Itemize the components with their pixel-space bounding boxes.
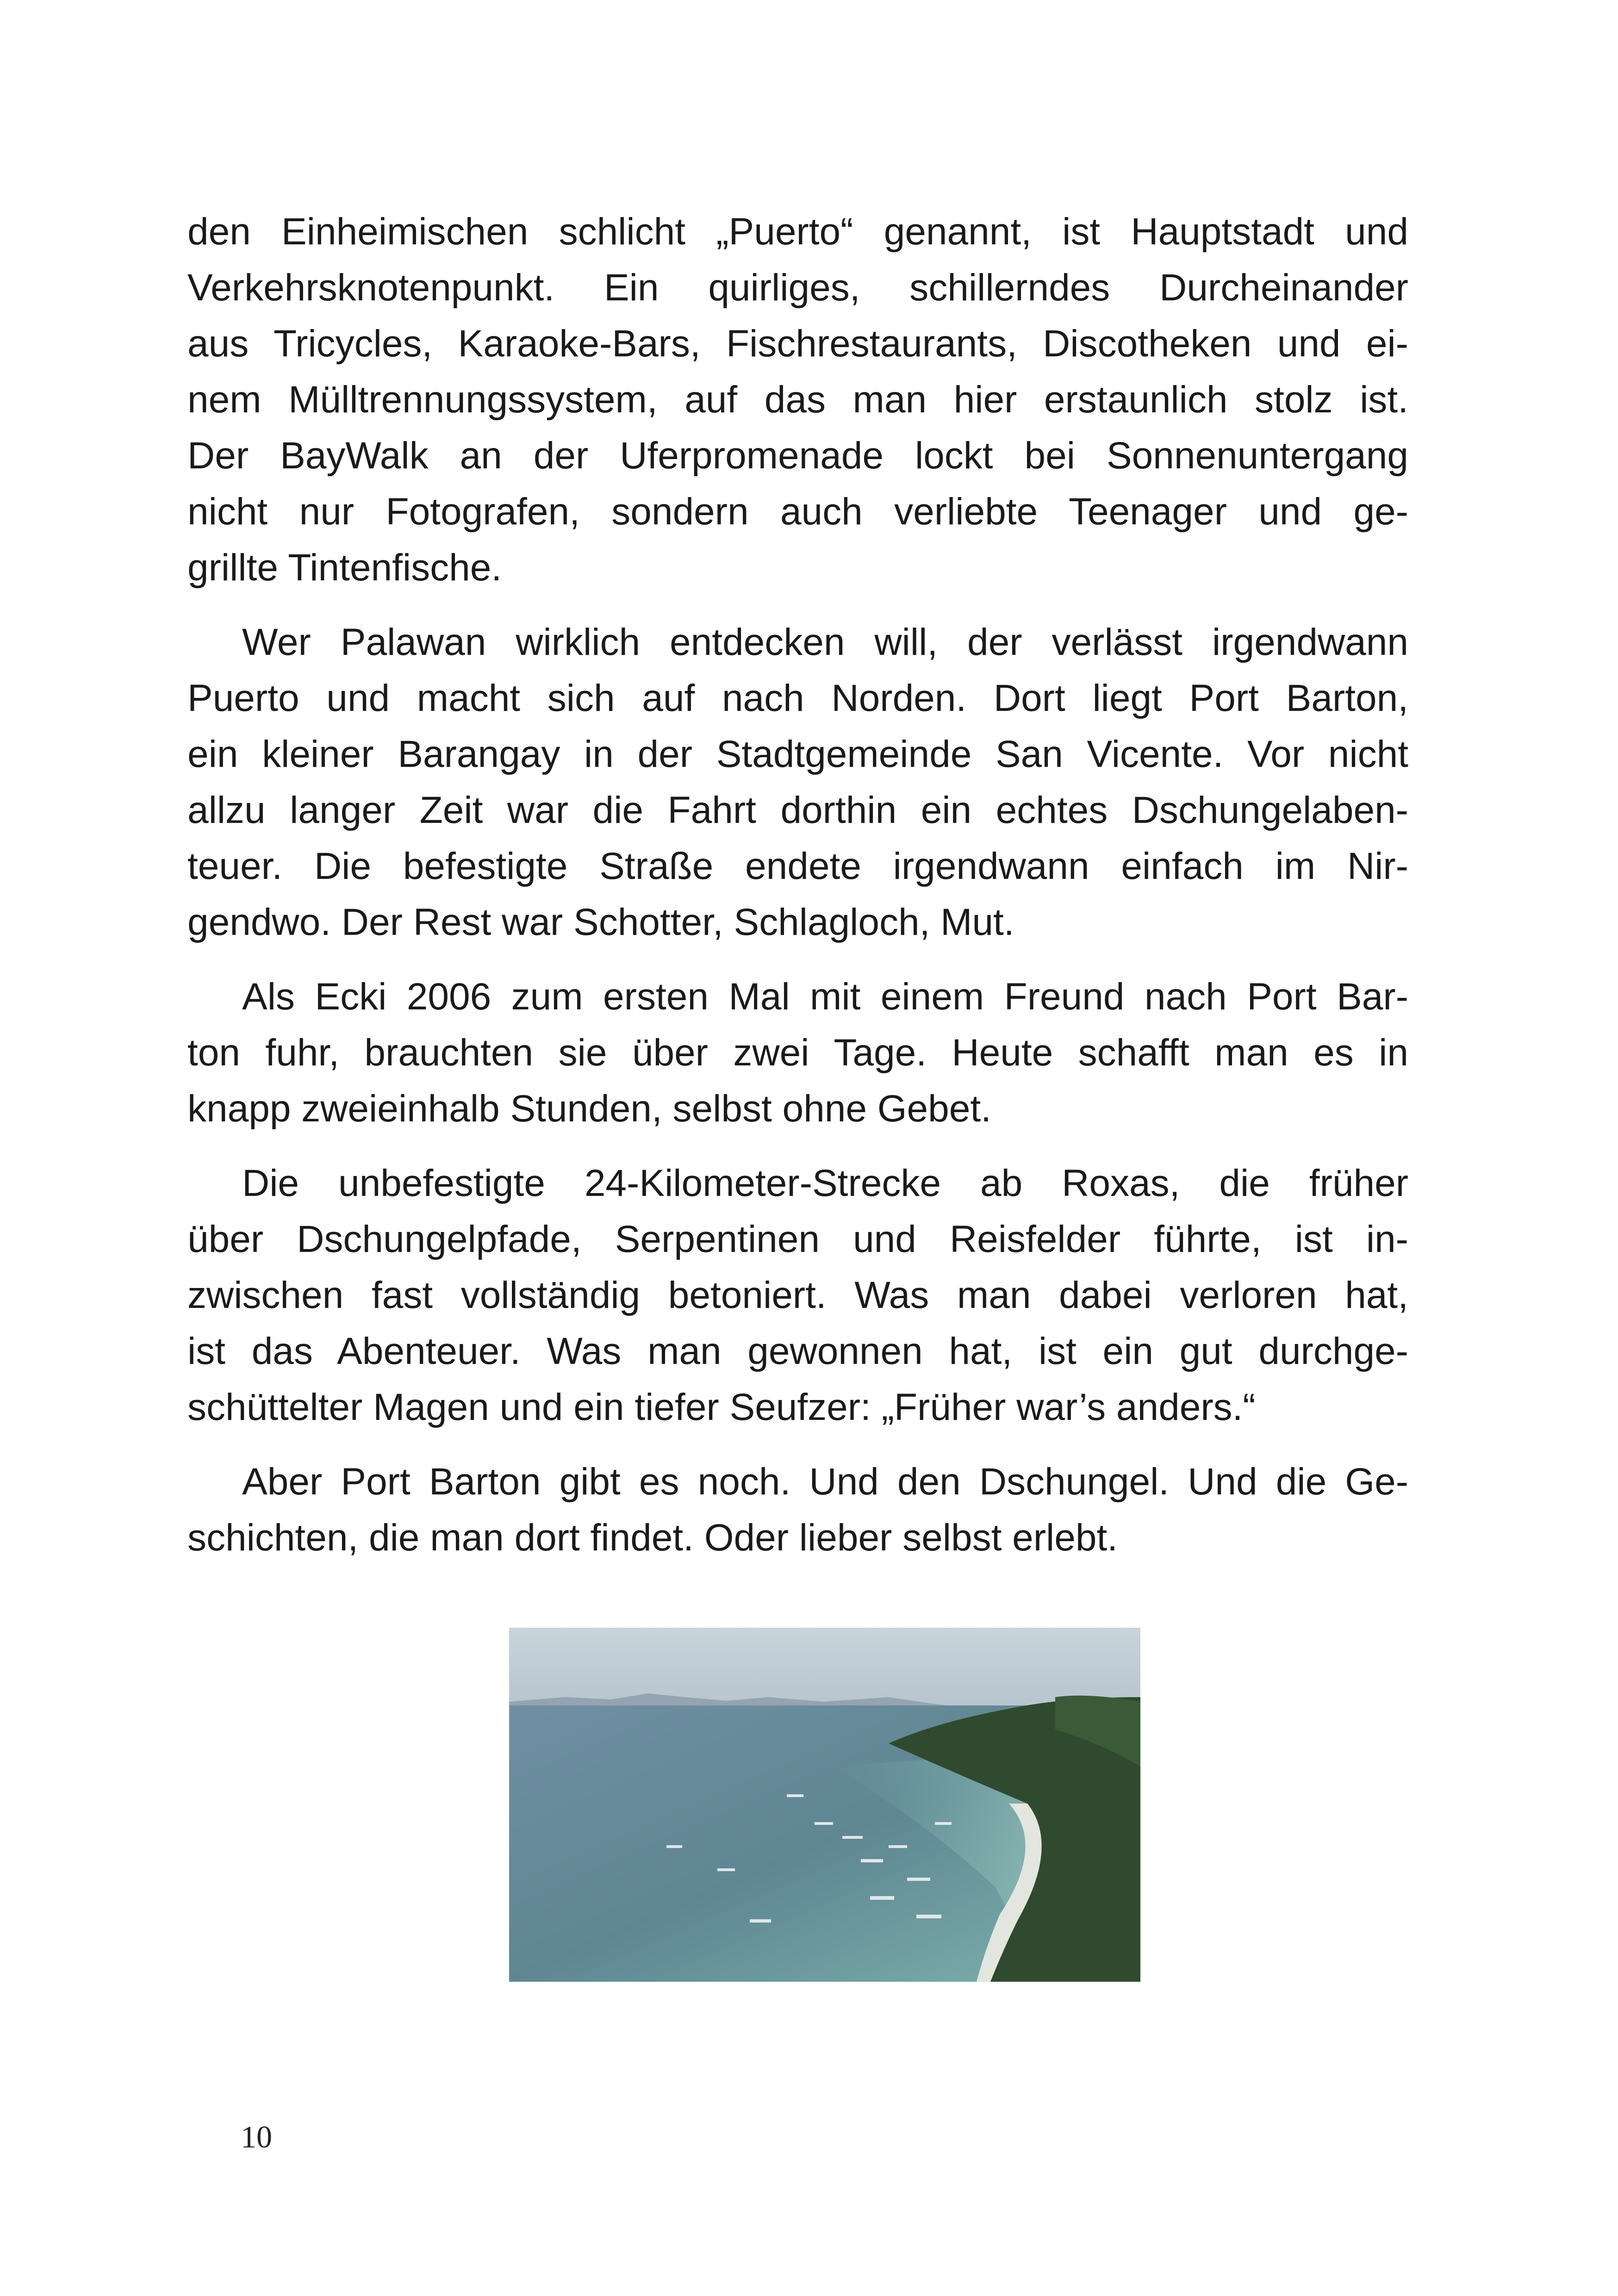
text-line: zwischen fast vollständig betoniert. Was man dabei verloren hat,	[187, 1274, 1408, 1316]
paragraph-4	[187, 1155, 1408, 1435]
text-line: über Dschungelpfade, Serpentinen und Reisfelder führte, ist in-	[187, 1218, 1408, 1260]
paragraph-2	[187, 614, 1408, 950]
text-line: ist das Abenteuer. Was man gewonnen hat, ist ein gut durchge-	[187, 1330, 1408, 1372]
text-line: Der BayWalk an der Uferpromenade lockt bei Sonnenuntergang	[187, 435, 1408, 477]
text-line: ton fuhr, brauchten sie über zwei Tage. Heute schafft man es in	[187, 1032, 1408, 1074]
text-line: nem Mülltrennungssystem, auf das man hier erstaunlich stolz ist.	[187, 379, 1408, 421]
text-line: ein kleiner Barangay in der Stadtgemeinde San Vicente. Vor nicht	[187, 733, 1408, 775]
text-line: grillte Tintenfische.	[187, 547, 502, 589]
text-line: gendwo. Der Rest war Schotter, Schlagloch, Mut.	[187, 901, 1014, 943]
text-line: allzu langer Zeit war die Fahrt dorthin ein echtes Dschungelaben-	[187, 789, 1408, 831]
bay-photo	[509, 1628, 1140, 1982]
text-line: schüttelter Magen und ein tiefer Seufzer: „Früher war’s anders.“	[187, 1386, 1256, 1428]
text-line: Die unbefestigte 24-Kilometer-Strecke ab Roxas, die früher	[242, 1162, 1408, 1204]
text-line: schichten, die man dort findet. Oder lieber selbst erlebt.	[187, 1517, 1118, 1559]
text-line: Als Ecki 2006 zum ersten Mal mit einem Freund nach Port Bar-	[242, 976, 1408, 1018]
paragraph-3	[187, 969, 1408, 1137]
text-line: aus Tricycles, Karaoke-Bars, Fischrestaurants, Discotheken und ei-	[187, 323, 1408, 365]
body-text	[187, 204, 1408, 1584]
text-line: teuer. Die befestigte Straße endete irgendwann einfach im Nir-	[187, 845, 1408, 887]
text-line: nicht nur Fotografen, sondern auch verliebte Teenager und ge-	[187, 491, 1408, 533]
text-line: Aber Port Barton gibt es noch. Und den Dschungel. Und die Ge-	[242, 1461, 1408, 1503]
text-line: Verkehrsknotenpunkt. Ein quirliges, schillerndes Durcheinander	[187, 267, 1408, 309]
text-line: knapp zweieinhalb Stunden, selbst ohne Gebet.	[187, 1088, 991, 1130]
paragraph-1	[187, 204, 1408, 596]
text-line: den Einheimischen schlicht „Puerto“ genannt, ist Hauptstadt und	[187, 211, 1408, 253]
text-line: Wer Palawan wirklich entdecken will, der verlässt irgendwann	[242, 621, 1408, 663]
bay-photo-illustration	[509, 1628, 1140, 1982]
text-line: Puerto und macht sich auf nach Norden. Dort liegt Port Barton,	[187, 677, 1408, 719]
page-number: 10	[241, 2119, 272, 2154]
paragraph-5	[187, 1454, 1408, 1566]
